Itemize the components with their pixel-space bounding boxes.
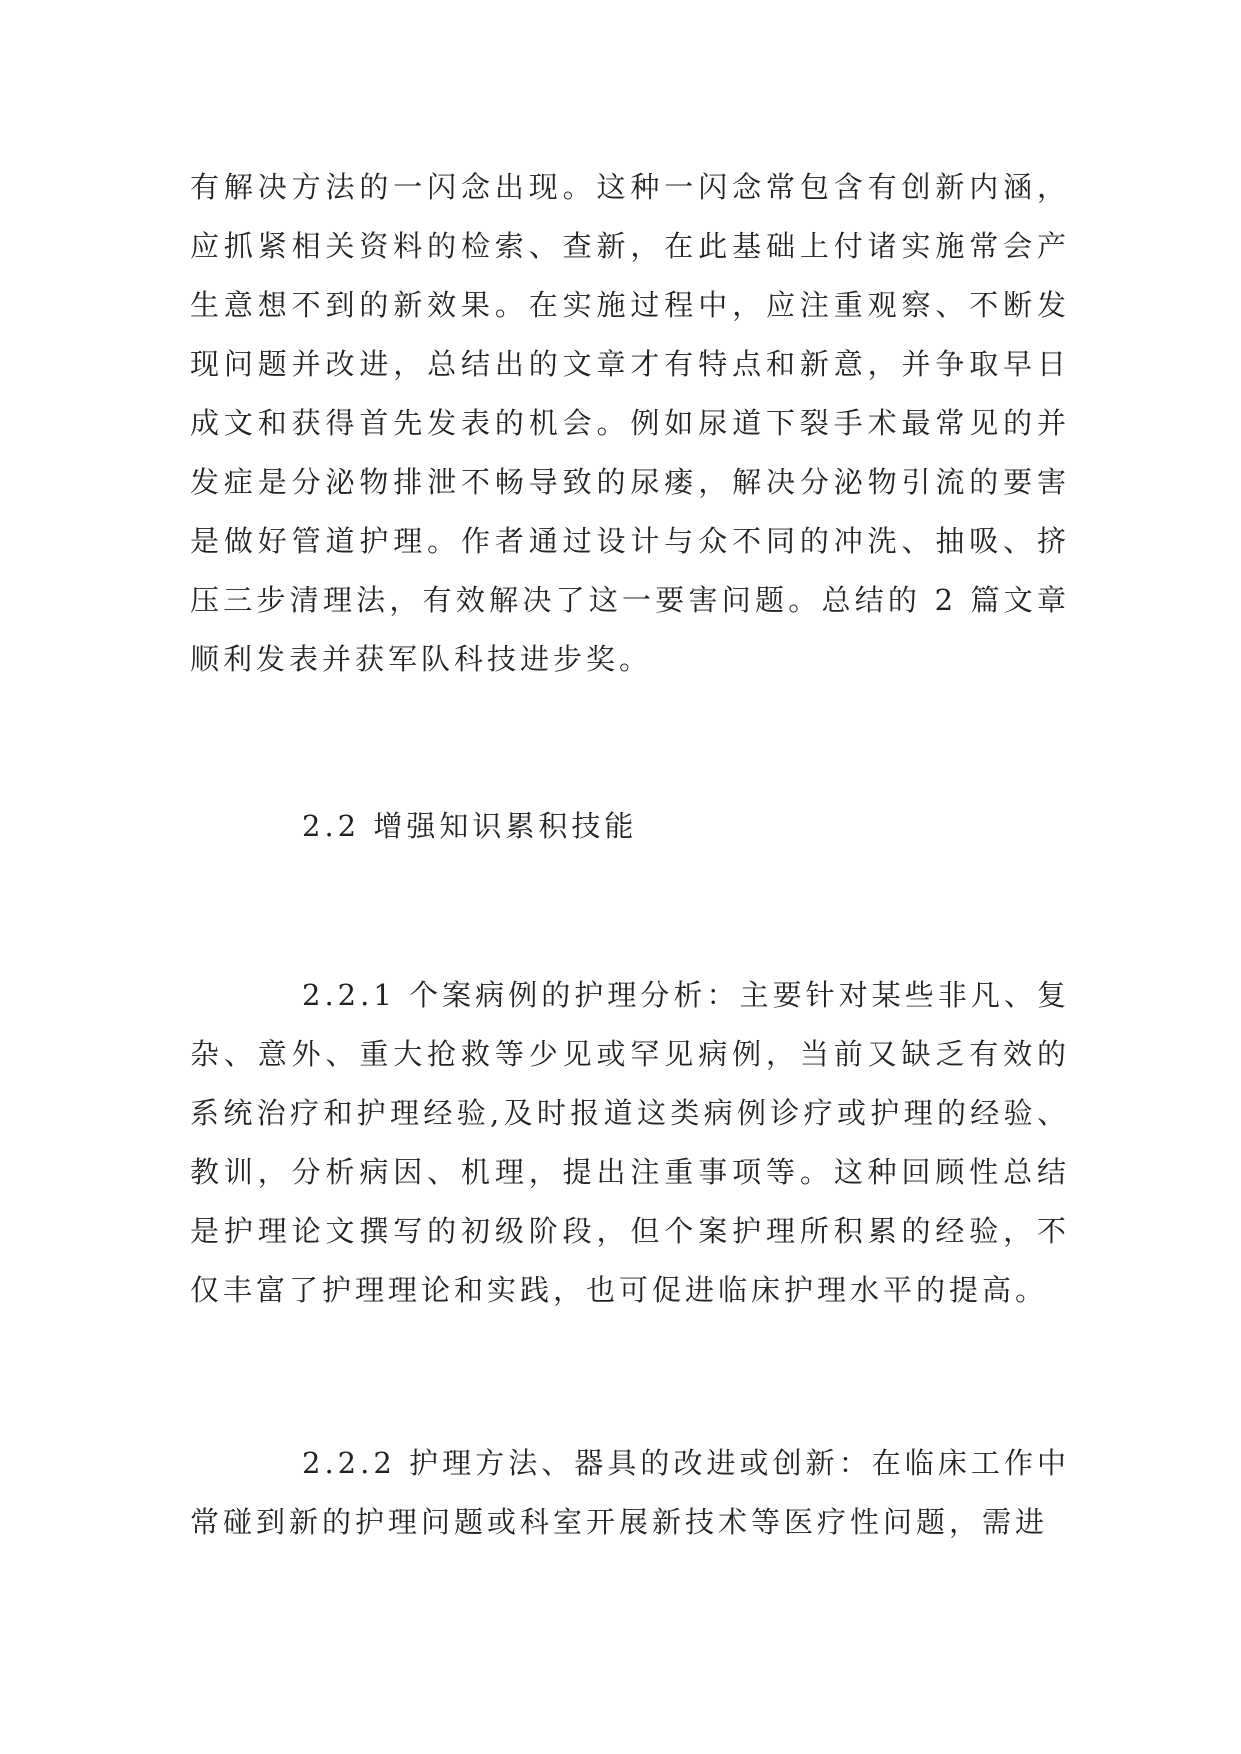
- subsection-paragraph-2-2-1: 2.2.1 个案病例的护理分析：主要针对某些非凡、复杂、意外、重大抢救等少见或罕见病例，当前又缺乏有效的系统治疗和护理经验,及时报道这类病例诊疗或护理的经验、教训，分析病因、机理，提出注重事项等。这种回顾性总结是护理论文撰写的初级阶段，但个案护理所积累的经验，不仅丰富了护理理论和实践，也可促进临床护理水平的提高。: [190, 978, 1070, 1307]
- section-heading: 2.2 增强知识累积技能: [302, 809, 638, 843]
- subsection-paragraph-2-2-2: 2.2.2 护理方法、器具的改进或创新：在临床工作中常碰到新的护理问题或科室开展新技术等医疗性问题，需进: [190, 1446, 1070, 1539]
- body-paragraph: 有解决方法的一闪念出现。这种一闪念常包含有创新内涵，应抓紧相关资料的检索、查新，在此基础上付诸实施常会产生意想不到的新效果。在实施过程中，应注重观察、不断发现问题并改进，总结出的文章才有特点和新意，并争取早日成文和获得首先发表的机会。例如尿道下裂手术最常见的并发症是分泌物排泄不畅导致的尿瘘，解决分泌物引流的要害是做好管道护理。作者通过设计与众不同的冲洗、抽吸、挤压三步清理法，有效解决了这一要害问题。总结的 2 篇文章顺利发表并获军队科技进步奖。: [190, 170, 1070, 676]
